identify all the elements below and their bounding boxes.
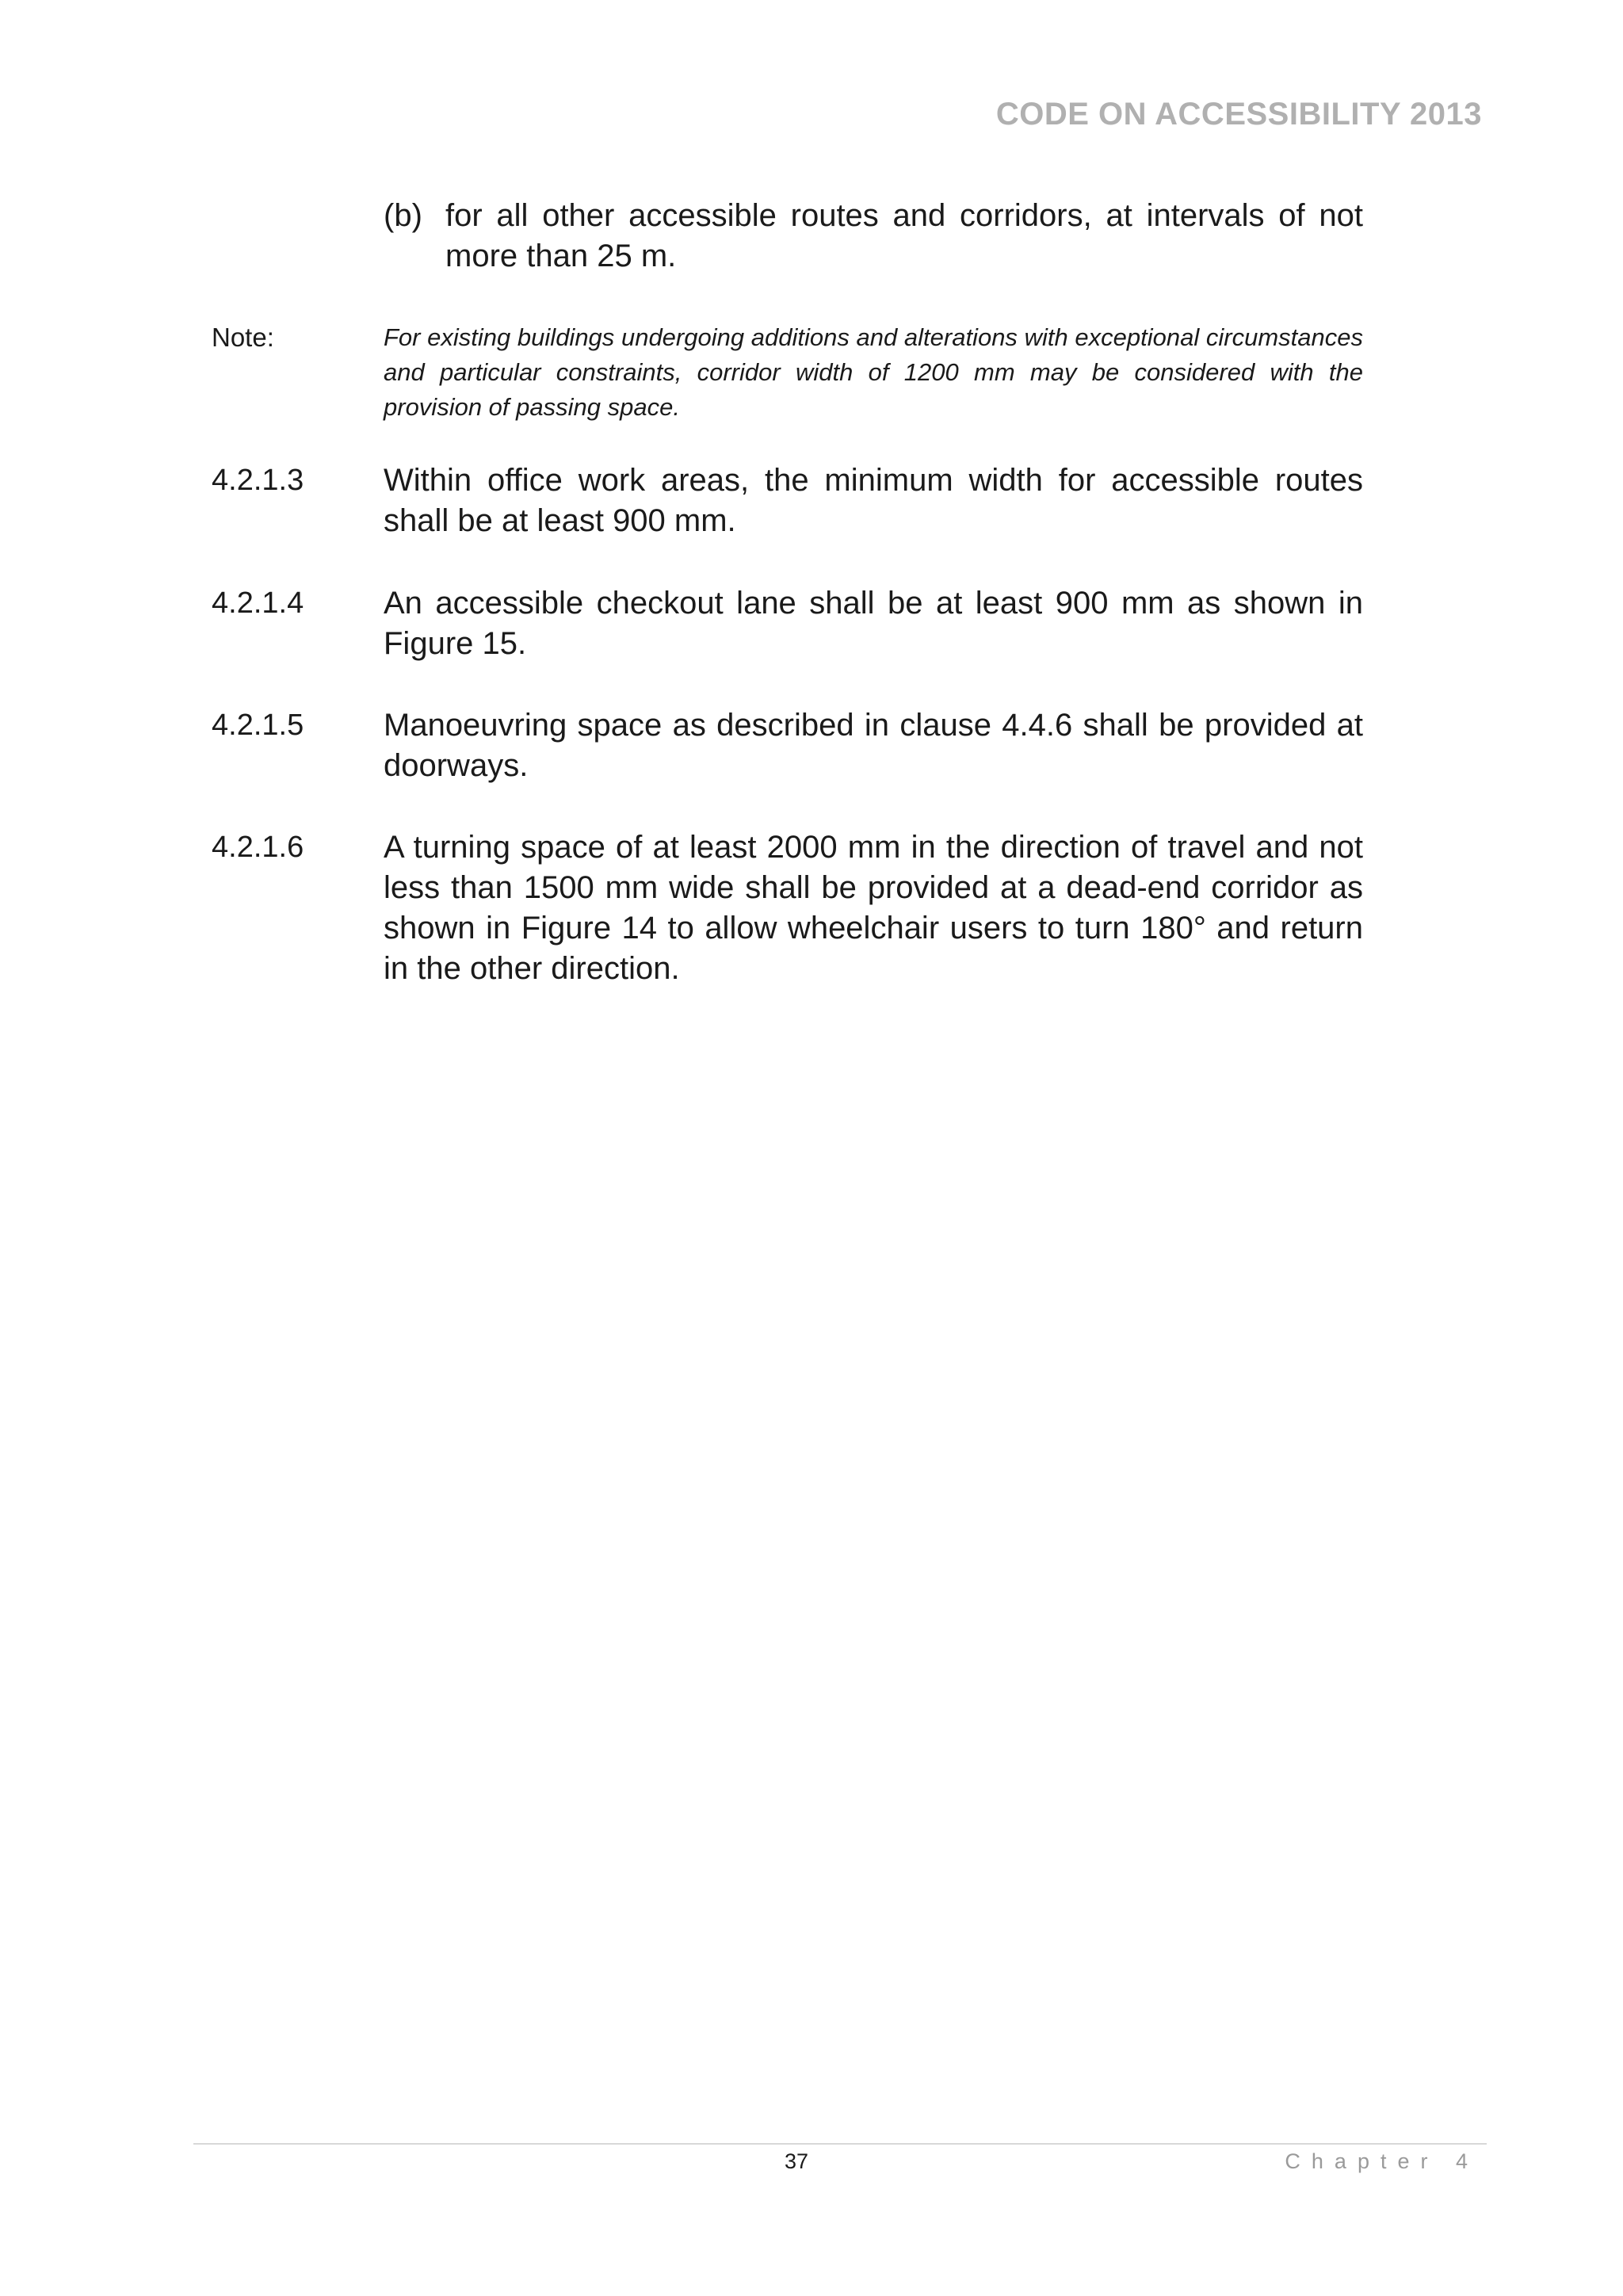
- clause-4-2-1-6: [212, 827, 1363, 989]
- clause-text: A turning space of at least 2000 mm in the direction of travel and not less than 1500 mm wide shall be provided at a dead-end corridor as shown in Figure 14 to allow wheelchair users to turn 180° and return in the other direction.: [384, 830, 1363, 986]
- footer-divider: [193, 2143, 1487, 2145]
- document-header-title: CODE ON ACCESSIBILITY 2013: [995, 97, 1482, 132]
- clause-text: Manoeuvring space as described in clause 4.4.6 shall be provided at doorways.: [384, 708, 1363, 783]
- note-label: Note:: [212, 323, 274, 352]
- clause-4-2-1-4: [212, 583, 1363, 664]
- chapter-label: Chapter 4: [1285, 2149, 1479, 2173]
- clause-text: An accessible checkout lane shall be at least 900 mm as shown in Figure 15.: [384, 586, 1363, 661]
- note-text: For existing buildings undergoing additions and alterations with exceptional circumstances and particular constraints, corridor width of 1200 mm may be considered with the provision of passing space.: [384, 323, 1363, 421]
- clause-number: 4.2.1.4: [212, 586, 304, 620]
- page-number: 37: [785, 2149, 809, 2173]
- clause-4-2-1-5: [212, 705, 1363, 786]
- clause-number: 4.2.1.3: [212, 464, 304, 497]
- list-item-marker: (b): [384, 198, 422, 233]
- clause-number: 4.2.1.6: [212, 831, 304, 864]
- clause-text: Within office work areas, the minimum width for accessible routes shall be at least 900 mm.: [384, 463, 1363, 538]
- clause-4-2-1-3: [212, 460, 1363, 541]
- list-item-b: [384, 196, 1363, 277]
- clause-number: 4.2.1.5: [212, 709, 304, 742]
- list-item-text: for all other accessible routes and corridors, at intervals of not more than 25 m.: [445, 198, 1363, 273]
